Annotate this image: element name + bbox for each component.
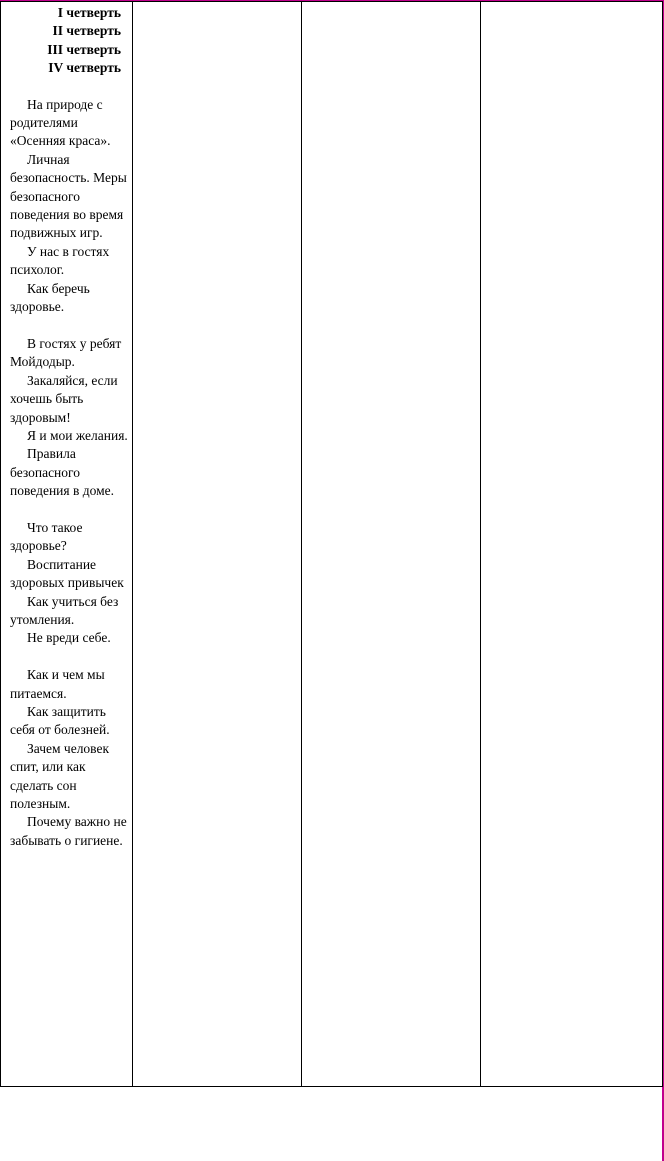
topic-item: У нас в гостях психолог. [10,243,110,278]
topic-item: В гостях у ребят Мойдодыр. [10,335,122,370]
table-row [1,2,663,1087]
block-spacer [10,501,129,519]
topic-item: Воспитание здоровых привычек [10,556,124,591]
topic-item: Что такое здоровье? [10,519,83,554]
topic-block-2 [10,335,129,501]
block-spacer [10,317,129,335]
topic-item: Как учиться без утомления. [10,593,119,627]
empty-cell-4 [481,2,663,1087]
topic-block-4 [10,666,129,850]
topic-item: Закаляйся, если хочешь быть здоровым! [10,372,118,425]
quarter-label-2: II четверть [52,23,121,39]
plan-table [0,1,663,1087]
quarter-label-1: I четверть [57,5,121,20]
topics-column [1,2,133,1087]
topic-list [1,96,132,851]
topic-item: Личная безопасность. Меры безопасного поведения во время подвижных игр. [10,151,127,241]
quarter-list [1,2,132,78]
quarter-label-3: III четверть [47,41,121,57]
topic-item: Как защитить себя от болезней. [10,703,110,738]
block-spacer [10,648,129,666]
topic-item: Как и чем мы питаемся. [10,667,105,701]
topic-item: Правила безопасного поведения в доме. [10,446,114,499]
topic-block-3 [10,519,129,648]
topic-block-1 [10,96,129,317]
quarter-label-4: IV четверть [48,60,121,76]
topic-item: Зачем человек спит, или как сделать сон полезным. [10,740,110,812]
topic-item: На природе с родителями «Осенняя краса». [10,96,111,149]
topic-item: Я и мои желания. [27,427,128,443]
topic-item: Почему важно не забывать о гигиене. [10,814,127,848]
topic-item: Как беречь здоровье. [10,280,90,315]
topic-item: Не вреди себе. [27,630,111,646]
empty-cell-3 [302,2,481,1087]
empty-cell-2 [133,2,302,1087]
